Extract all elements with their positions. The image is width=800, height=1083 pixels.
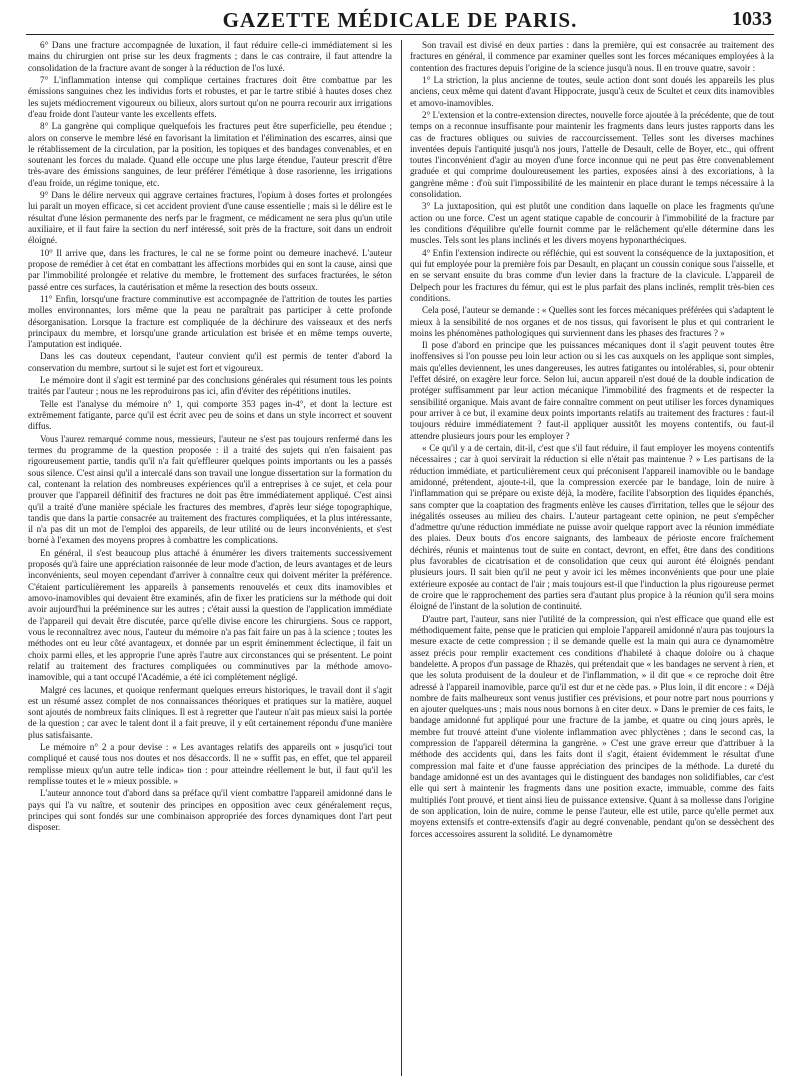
paragraph: L'auteur annonce tout d'abord dans sa préface qu'il vient combattre l'appareil amidonné dans le pays qui l'a vu naître, et soutenir des principes en opposition avec ceux généralement reçus, principes qui sont fondés sur une combinaison appropriée des forces dynamiques dont l'art peut disposer. (28, 788, 392, 833)
paragraph: 2° L'extension et la contre-extension directes, nouvelle force ajoutée à la précédente, que de tout temps on a reconnue insuffisante pour maintenir les fragments dans leurs justes rapports dans les cas de fractures obliques ou suivies de raccourcissement. Telles sont les diverses machines inventées depuis l'antiquité jusqu'à nos jours, l'attelle de Desault, celle de Boyer, etc., qui offrent toutes l'inconvénient d'agir au moyen d'une force inconnue qui ne peut pas être convenablement graduée et qui comprime douloureusement les parties, exposées ainsi à des excoriations, à la gangrène même : d'où suit l'impossibilité de les maintenir en place durant le temps nécessaire à la consolidation. (410, 109, 774, 200)
paragraph: En général, il s'est beaucoup plus attaché à énumérer les divers traitements successivement proposés qu'à faire une appréciation raisonnée de leur mode d'action, de leurs avantages et de leurs inconvénients, seul moyen cependant d'arriver à connaître ceux qui doivent mériter la préférence. C'étaient particulièrement les appareils à pansements renouvelés et ceux dits inamovibles et amovo-inamovibles qui devaient être examinés, afin de fixer les praticiens sur la méthode qui doit avoir aujourd'hui la prééminence sur les autres ; c'était aussi la question de l'application immédiate de l'appareil qui devait être discutée, parce qu'elle divise encore les chirurgiens. Sous ce rapport, vous le reconnaîtrez avec nous, l'auteur du mémoire n'a pas fait faire un pas à la science ; toutes les méthodes ont eu leur côté avantageux, et donnée par un esprit éminemment éclectique, il fait un choix parmi elles, et les approprie l'une après l'autre aux circonstances qui se présentent. Le point relatif au traitement des fractures compliquées ou comminutives par la méthode amovo-inamovible, qui a tant occupé l'Académie, a été ici complétement négligé. (28, 547, 392, 683)
paragraph: 10° Il arrive que, dans les fractures, le cal ne se forme point ou demeure inachevé. L'auteur propose de remédier à cet état en combattant les affections morbides qui en sont la cause, ainsi que par l'immobilité prolongée et relative du membre, le frottement des surfaces fracturées, le séton passé entre ces surfaces, la cautérisation et même la resection des bouts osseux. (28, 247, 392, 292)
paragraph: Le mémoire dont il s'agit est terminé par des conclusions générales qui résument tous les points traités par l'auteur ; nous ne les reproduirons pas ici, afin d'éviter des répétitions inutiles. (28, 375, 392, 397)
paragraph: 7° L'inflammation intense qui complique certaines fractures doit être combattue par les émissions sanguines chez les individus forts et robustes, et par le tartre stibié à hautes doses chez les sujets médiocrement vigoureux ou bilieux, alors surtout qu'on ne pourra recourir aux irrigations d'eau froide dont l'auteur vante les excellents effets. (28, 74, 392, 119)
paragraph: Le mémoire n° 2 a pour devise : « Les avantages relatifs des appareils ont » jusqu'ici tout compliqué et causé tous nos doutes et nos désaccords. Il ne » suffit pas, en effet, que tel appareil remplisse mieux qu'un autre telle indica» tion : pour atteindre réellement le but, il faut qu'il les remplisse toutes et le » mieux possible. » (28, 742, 392, 786)
page-number: 1033 (732, 8, 772, 30)
paragraph: Cela posé, l'auteur se demande : « Quelles sont les forces mécaniques préférées qui s'adaptent le mieux à la sensibilité de nos organes et de nos tissus, qui favorisent le plus et qui contrarient le moins les phénomènes pathologiques qui surviennent dans les phases des fractures ? » (410, 305, 774, 338)
paragraph: 9° Dans le délire nerveux qui aggrave certaines fractures, l'opium à doses fortes et prolongées lui paraît un moyen efficace, si cet accident provient d'une cause essentielle ; mais si le délire est le résultat d'une lésion permanente des nerfs par le fragment, ce médicament ne sera plus qu'un utile auxiliaire, et il faut faire la section du nerf intéressé, soit près de la fracture, soit dans un endroit éloigné. (28, 190, 392, 246)
paragraph: Telle est l'analyse du mémoire n° 1, qui comporte 353 pages in-4°, et dont la lecture est extrêmement fatigante, parce qu'il est écrit avec peu de soins et dans un style incorrect et souvent diffus. (28, 398, 392, 432)
paragraph: 6° Dans une fracture accompagnée de luxation, il faut réduire celle-ci immédiatement si les mains du chirurgien ont prise sur les deux fragments ; dans le cas contraire, il faut attendre la consolidation de la fracture avant de songer à la réduction de l'os luxé. (28, 40, 392, 73)
paragraph: Vous l'aurez remarqué comme nous, messieurs, l'auteur ne s'est pas toujours renfermé dans les termes du programme de la question proposée : il a traité des sujets qui n'en faisaient pas rigoureusement partie, tandis qu'il n'a fait qu'effleurer quelques points importants ou les a passés sous silence. C'est ainsi qu'il a intercalé dans son travail une longue dissertation sur la formation du cal, contenant la relation des nombreuses expériences qu'il a entreprises à ce sujet, et cela pour prouver que l'appareil définitif des fractures ne doit pas être immédiatement appliqué. C'est ainsi qu'il a traité d'une manière spéciale les fractures des membres, d'après leur siége topographique, tandis que dans la partie consacrée au traitement des fractures compliquées, et la plus intéressante, il n'a pas dit un mot de l'emploi des appareils, de leur utilité ou de leurs inconvénients, et s'est borné à l'examen des moyens propres à combattre les complications. (28, 433, 392, 546)
paragraph: Son travail est divisé en deux parties : dans la première, qui est consacrée au traitement des fractures en général, il commence par examiner quelles sont les forces mécaniques employées à la contention des fractures depuis l'origine de la science jusqu'à nous. Il en trouve quatre, savoir : (410, 40, 774, 73)
right-column (410, 40, 774, 1076)
page-header (26, 6, 774, 35)
column-divider (401, 40, 402, 1076)
paragraph: 8° La gangrène qui complique quelquefois les fractures peut être superficielle, peu étendue ; alors on conserve le membre lésé en favorisant la limitation et l'élimination des escarres, ainsi que le rétablissement de la circulation, par la position, les topiques et des bandages convenables, et en soutenant les forces du malade. Quand elle occupe une plus large étendue, l'auteur prescrit d'être très-avare des émissions sanguines, de leur préférer l'émétique à dose rasorienne, les irrigations d'eau froide, un régime tonique, etc. (28, 121, 392, 188)
paragraph: « Ce qu'il y a de certain, dit-il, c'est que s'il faut réduire, il faut employer les moyens contentifs nécessaires ; car à quoi servirait la réduction si elle n'était pas maintenue ? » Les partisans de la réduction immédiate, et particulièrement ceux qui préconisent l'appareil inamovible ou le bandage amidonné, prétendent, ajoute-t-il, que la compression exercée par le bandage, loin de nuire à l'inflammation qui se prépare ou existe déjà, la modère, facilite l'absorption des liquides épanchés, sans compter que la coaptation des fragments enlève les causes d'irritation, telles que le séjour des inégalités osseuses au milieu des chairs. L'auteur partageant cette opinion, ne peut s'empêcher d'admettre qu'une réduction immédiate ne puisse avoir quelque rapport avec la réunion immédiate des plaies. Deux bouts d'os encore saignants, des lambeaux de périoste encore fraîchement déchirés, réunis et maintenus tout de suite en contact, devront, en effet, être dans des conditions plus favorables de cicatrisation et de consolidation que ceux qui auront été éloignés pendant plusieurs jours. Il sait bien qu'il ne peut y avoir ici les mêmes inconvénients que pour une plaie extérieure exposée au contact de l'air ; mais toujours est-il que l'induction la plus rigoureuse permet de croire que le rapprochement des parties sera d'autant plus propice à la réunion qu'il sera moins éloigné de l'instant de la solution de continuité. (410, 442, 774, 612)
paragraph: 11° Enfin, lorsqu'une fracture comminutive est accompagnée de l'attrition de toutes les parties molles environnantes, lors même que la peau ne paraîtrait pas participer à cette profonde désorganisation. Lorsque la fracture est compliquée de la déchirure des vaisseaux et des nerfs principaux du membre, et lorsqu'une grande articulation est brisée et en même temps ouverte, l'amputation est indiquée. (28, 293, 392, 350)
journal-title: GAZETTE MÉDICALE DE PARIS. (222, 8, 578, 32)
paragraph: 3° La juxtaposition, qui est plutôt une condition dans laquelle on place les fragments qu'une action ou une force. C'est un agent statique capable de concourir à l'immobilité de la fracture par les conditions d'équilibre qu'elle fournit comme par le relâchement qu'elle détermine dans les muscles. Tels sont les plans inclinés et les divers moyens hyponarthéciques. (410, 201, 774, 246)
paragraph: D'autre part, l'auteur, sans nier l'utilité de la compression, qui n'est efficace que quand elle est méthodiquement faite, pense que le praticien qui emploie l'appareil amidonné n'aura pas toujours la mesure exacte de cette compression ; il se demande quelle est la main qui aura ce dynamomètre assez précis pour remplir exactement ces conditions d'habileté à chaque doloire ou à chaque bandelette. A propos d'un passage de Rhazès, qui prétendait que « les bandages ne servent à rien, et que les soluta produisent de la douleur et de l'inflammation, » il dit que « ce reproche doit être adressé à l'appareil inamovible, parce qu'il est dur et ne cède pas. » Plus loin, il dit encore : « Déjà nombre de faits malheureux sont venus justifier ces prévisions, et pour notre part nous pourrions y en ajouter quelques-uns ; mais nous nous bornons à en citer deux. » Dans le premier de ces faits, le bandage amidonné fut appliqué pour une fracture de la jambe, et quatre ou cinq jours après, le membre fut trouvé atteint d'une violente inflammation avec phlyctènes ; dans le second cas, la compression de l'appareil détermina la gangrène. » C'est une grave erreur que d'attribuer à la méthode des accidents qui, dans les faits dont il s'agit, étaient évidemment le résultat d'une compression mal faite et d'une fausse appréciation des principes de la méthode. La dureté du bandage amidonné est un des avantages qui le distinguent des bandages non solidifiables, car c'est elle qui sert à maintenir les fragments dans une position exacte, immuable, comme des faits multipliés l'ont prouvé, et tient ainsi lieu de puissance extensive. Quant à sa mollesse dans l'origine de son application, loin de nuire, comme le pense l'auteur, elle est utile, parce qu'elle permet aux moyens extensifs et contre-extensifs d'agir au degré convenable, pendant qu'on se dessèchent des forces accessoires assurent la solidité. Le dynamomètre (410, 613, 774, 839)
paragraph: 1° La striction, la plus ancienne de toutes, seule action dont sont doués les appareils les plus anciens, ceux même qui datent d'avant Hippocrate, jusqu'à ceux de Scultet et ceux dits inamovibles et amovo-inamovibles. (410, 74, 774, 108)
paragraph: Malgré ces lacunes, et quoique renfermant quelques erreurs historiques, le travail dont il s'agit est un résumé assez complet de nos connaissances théoriques et pratiques sur la matière, auquel sont ajoutés de nombreux faits cliniques. Il est à regretter que l'auteur n'ait pas mieux saisi la portée de la question ; car avec le talent dont il a fait preuve, il y eût certainement répondu d'une manière plus satisfaisante. (28, 684, 392, 740)
paragraph: Il pose d'abord en principe que les puissances mécaniques dont il s'agit peuvent toutes être inoffensives si l'on pousse peu loin leur action ou si les cas auxquels on les applique sont simples, mais qu'elles deviennent, les unes dangereuses, les autres fatigantes ou intolérables, si, pour obtenir l'effet désiré, on exagère leur force. Selon lui, aucun appareil n'est doué de la double indication de protéger suffisamment par leur action mécanique l'immobilité des fragments et de respecter la sensibilité organique. Mais avant de faire connaître comment on peut utiliser les forces dynamiques pour arriver à ce but, il examine deux points importants relatifs au traitement des fractures : faut-il toujours réduire immédiatement ? faut-il appliquer aussitôt les moyens contentifs, ou faut-il attendre plusieurs jours pour les employer ? (410, 340, 774, 441)
text-columns (28, 40, 774, 1076)
left-column (28, 40, 392, 1076)
paragraph: Dans les cas douteux cependant, l'auteur convient qu'il est permis de tenter d'abord la conservation du membre, surtout si le sujet est fort et vigoureux. (28, 351, 392, 373)
paragraph: 4° Enfin l'extension indirecte ou réfléchie, qui est souvent la conséquence de la juxtaposition, et qui fut employée pour la première fois par Desault, en plaçant un coussin conique sous l'aisselle, et en se servant ensuite du bras comme d'un levier dans la fracture de la clavicule. L'appareil de Delpech pour les fractures du fémur, qui est le plus parfait des plans inclinés, remplit très-bien ces conditions. (410, 247, 774, 303)
